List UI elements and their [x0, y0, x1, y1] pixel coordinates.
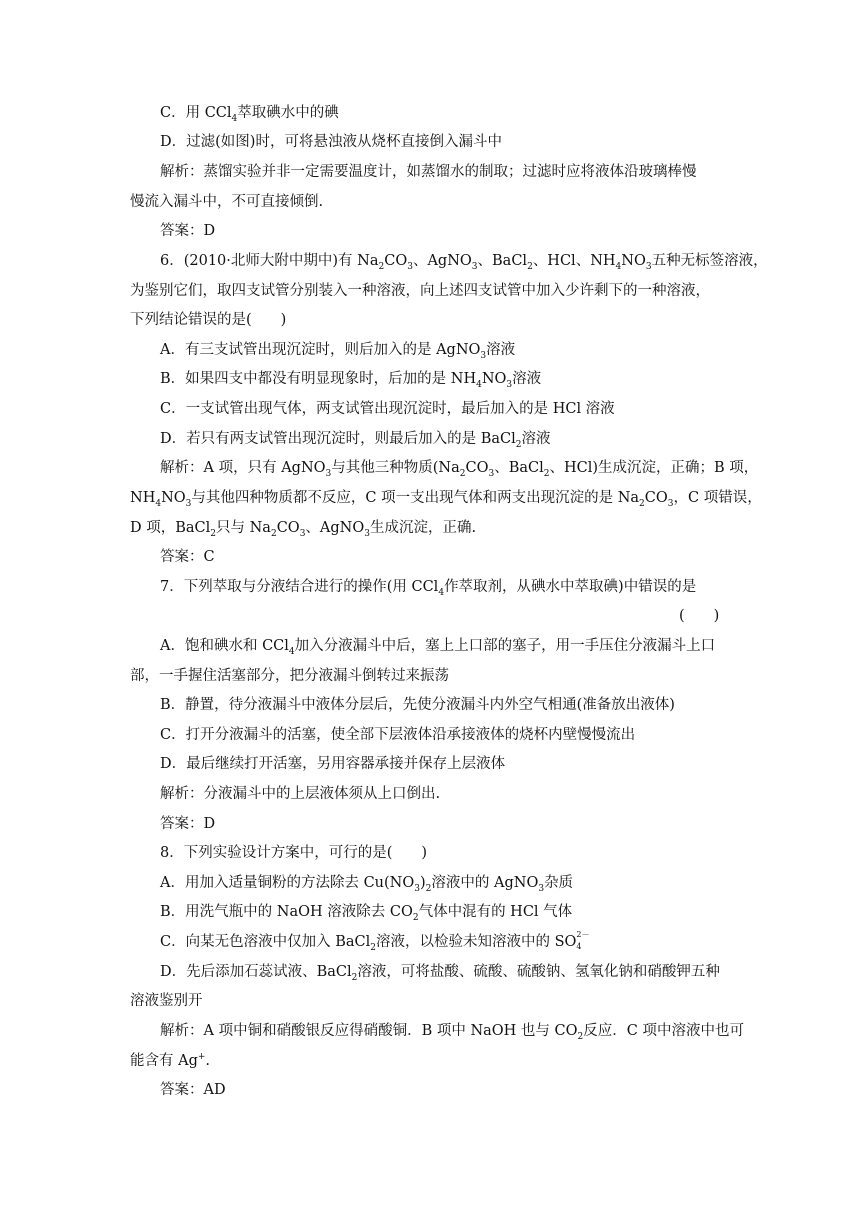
option-d-q8-line1: D．先后添加石蕊试液、BaCl$_2$溶液，可将盐酸、硫酸、硫酸钠、氢氧化钠和硝酸钾五种	[160, 964, 720, 983]
option-c-q8: C．向某无色溶液中仅加入 BaCl$_2$溶液，以检验未知溶液中的 SO 2－ 4	[160, 930, 590, 953]
analysis-q6-line3: D 项，BaCl$_2$只与 $Na_2CO_3$、AgNO$_3$生成沉淀，正确.	[130, 520, 477, 539]
option-a-q7-line2: 部，一手握住活塞部分，把分液漏斗倒转过来振荡	[130, 668, 449, 684]
answer-q7: 答案：D	[160, 816, 216, 832]
sulfate-ion-charge: 2－ 4	[576, 930, 590, 951]
option-d-q5: D．过滤(如图)时，可将悬浊液从烧杯直接倒入漏斗中	[160, 134, 502, 150]
question-7-bracket: ( )	[679, 608, 720, 624]
answer-q5: 答案：D	[160, 223, 216, 239]
option-c-q7: C．打开分液漏斗的活塞，使全部下层液体沿承接液体的烧杯内壁慢慢流出	[160, 727, 636, 743]
question-6-line2: 为鉴别它们，取四支试管分别装入一种溶液，向上述四支试管中加入少许剩下的一种溶液，	[130, 283, 710, 299]
option-d-q7: D．最后继续打开活塞，另用容器承接并保存上层液体	[160, 756, 506, 772]
option-b-q6: B．如果四支中都没有明显现象时，后加的是 $NH_4NO_3$溶液	[160, 371, 542, 390]
analysis-q7: 解析：分液漏斗中的上层液体须从上口倒出.	[160, 786, 441, 802]
option-b-q7: B．静置，待分液漏斗中液体分层后，先使分液漏斗内外空气相通(准备放出液体)	[160, 697, 675, 713]
question-6-line3: 下列结论错误的是( )	[130, 312, 287, 328]
question-7-line1: 7．下列萃取与分液结合进行的操作(用 CCl$_4$作萃取剂，从碘水中萃取碘)中错误的是	[160, 579, 697, 598]
question-8: 8．下列实验设计方案中，可行的是( )	[160, 845, 428, 861]
option-c-q6: C．一支试管出现气体，两支试管出现沉淀时，最后加入的是 HCl 溶液	[160, 401, 615, 417]
answer-q6: 答案：C	[160, 549, 215, 565]
option-c-q5: C．用 CCl$_4$萃取碘水中的碘	[160, 105, 339, 124]
option-a-q8: A．用加入适量铜粉的方法除去 $Cu(NO_3)_2$溶液中的 AgNO$_3$杂质	[160, 875, 574, 894]
analysis-q5-line2: 慢流入漏斗中，不可直接倾倒.	[130, 194, 324, 210]
analysis-q8-line2: 能含有 Ag+.	[130, 1052, 211, 1069]
analysis-q6-line2: $NH_4NO_3$与其他四种物质都不反应，C 项一支出现气体和两支出现沉淀的是 $Na_2CO_3$，C 项错误，	[130, 490, 762, 509]
question-6-line1: 6．(2010·北师大附中期中)有 $Na_2CO_3$、AgNO$_3$、BaCl$_2$、HCl、$NH_4NO_3$五种无标签溶液，	[160, 253, 768, 272]
option-d-q6: D．若只有两支试管出现沉淀时，则最后加入的是 BaCl$_2$溶液	[160, 431, 551, 450]
analysis-q8-line1: 解析：A 项中铜和硝酸银反应得硝酸铜．B 项中 NaOH 也与 $CO_2$反应．C 项中溶液中也可	[160, 1023, 744, 1042]
option-a-q6: A．有三支试管出现沉淀时，则后加入的是 AgNO$_3$溶液	[160, 342, 516, 361]
option-d-q8-line2: 溶液鉴别开	[130, 993, 203, 1009]
answer-q8: 答案：AD	[160, 1082, 226, 1098]
option-b-q8: B．用洗气瓶中的 NaOH 溶液除去 $CO_2$气体中混有的 HCl 气体	[160, 904, 573, 923]
analysis-q5-line1: 解析：蒸馏实验并非一定需要温度计，如蒸馏水的制取；过滤时应将液体沿玻璃棒慢	[160, 164, 697, 180]
option-a-q7-line1: A．饱和碘水和 CCl$_4$加入分液漏斗中后，塞上上口部的塞子，用一手压住分液漏斗上口	[160, 638, 716, 657]
analysis-q6-line1: 解析：A 项，只有 AgNO$_3$与其他三种物质($Na_2CO_3$、BaCl$_2$、HCl)生成沉淀，正确；B 项，	[160, 460, 759, 479]
